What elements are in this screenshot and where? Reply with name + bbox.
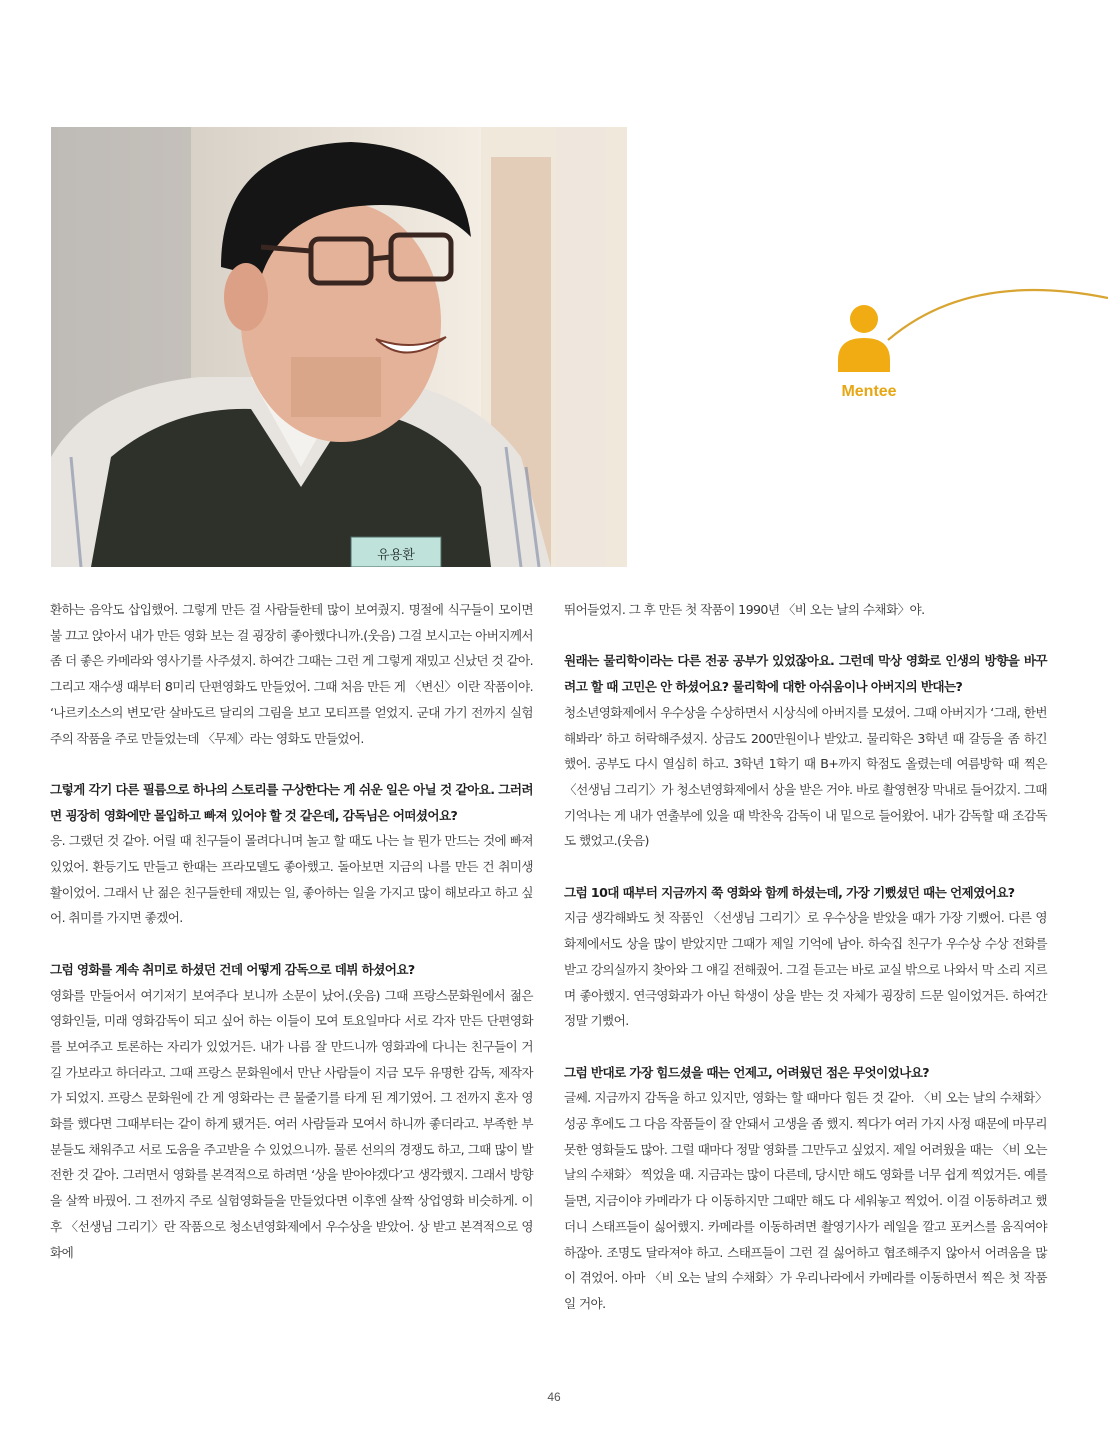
left-column	[50, 597, 533, 1265]
page-number: 46	[547, 1390, 561, 1404]
interview-answer: 지금 생각해봐도 첫 작품인 〈선생님 그리기〉로 우수상을 받았을 때가 가장 기뻤어. 다른 영화제에서도 상을 많이 받았지만 그때가 제일 기억에 남아. 하숙집 친구가 우수상 수상 전화를 받고 강의실까지 찾아와 그 얘길 전해줬어. 그걸 듣고는 바로 교실 밖으로 나와서 막 소리 지르며 좋아했지. 연극영화과가 아닌 학생이 상을 받는 것 자체가 굉장히 드문 일이었거든. 하여간 정말 기뻤어.	[564, 910, 1047, 1029]
interview-question: 그렇게 각기 다른 필름으로 하나의 스토리를 구상한다는 게 쉬운 일은 아닐 것 같아요. 그러려면 굉장히 영화에만 몰입하고 빠져 있어야 할 것 같은데, 감독님은 어떠셨어요?	[50, 781, 533, 823]
interview-question: 그럼 영화를 계속 취미로 하셨던 건데 어떻게 감독으로 데뷔 하셨어요?	[50, 961, 415, 977]
interview-question: 그럼 반대로 가장 힘드셨을 때는 언제고, 어려웠던 점은 무엇이었나요?	[564, 1064, 930, 1080]
mentee-label: Mentee	[841, 383, 897, 400]
mentee-photo-illustration	[51, 127, 627, 567]
interview-answer: 글쎄. 지금까지 감독을 하고 있지만, 영화는 할 때마다 힘든 것 같아. 〈비 오는 날의 수채화〉 성공 후에도 그 다음 작품들이 잘 안돼서 고생을 좀 했지. 찍다가 여러 가지 사정 때문에 마무리 못한 영화들도 많아. 그럴 때마다 정말 영화를 그만두고 싶었지. 제일 어려웠을 때는 〈비 오는 날의 수채화〉 찍었을 때. 지금과는 많이 다른데, 당시만 해도 영화를 너무 쉽게 찍었거든. 예를 들면, 지금이야 카메라가 다 이동하지만 그때만 해도 다 세워놓고 찍었어. 이걸 이동하려고 했더니 스태프들이 싫어했지. 카메라를 이동하려면 촬영기사가 레일을 깔고 포커스를 움직여야 하잖아. 조명도 달라져야 하고. 스태프들이 그런 걸 싫어하고 협조해주지 않아서 어려움을 많이 겪었어. 아마 〈비 오는 날의 수채화〉가 우리나라에서 카메라를 이동하면서 찍은 첫 작품일 거야.	[564, 1090, 1047, 1311]
interview-question: 그럼 10대 때부터 지금까지 쭉 영화와 함께 하셨는데, 가장 기뻤셨던 때는 언제였어요?	[564, 884, 1015, 900]
interview-answer: 청소년영화제에서 우수상을 수상하면서 시상식에 아버지를 모셨어. 그때 아버지가 ‘그래, 한번 해봐라’ 하고 허락해주셨지. 상금도 200만원이나 받았고. 물리학은 3학년 때 갈등을 좀 하긴 했어. 공부도 다시 열심히 하고. 3학년 1학기 때 B+까지 학점도 올렸는데 여름방학 때 찍은 〈선생님 그리기〉가 청소년영화제에서 상을 받은 거야. 바로 촬영현장 막내로 들어갔지. 그때 기억나는 게 내가 연출부에 있을 때 박찬욱 감독이 내 밑으로 들어왔어. 내가 감독할 때 조감독도 했었고.(웃음)	[564, 704, 1047, 849]
mentee-photo	[51, 127, 627, 567]
interview-answer: 영화를 만들어서 여기저기 보여주다 보니까 소문이 났어.(웃음) 그때 프랑스문화원에서 젊은 영화인들, 미래 영화감독이 되고 싶어 하는 이들이 모여 토요일마다 서로 각자 만든 단편영화를 보여주고 토론하는 자리가 있었거든. 내가 나름 잘 만드니까 영화과에 다니는 친구들이 거길 가보라고 하더라고. 그때 프랑스 문화원에서 만난 사람들이 지금 모두 유명한 감독, 제작자가 되었지. 프랑스 문화원에 간 게 영화라는 큰 물줄기를 타게 된 계기였어. 그 전까지 혼자 영화를 했다면 그때부터는 같이 하게 됐거든. 여러 사람들과 모여서 하니까 좋더라고. 부족한 부분들도 채워주고 서로 도움을 주고받을 수 있었으니까. 물론 선의의 경쟁도 하고, 그때 많이 발전한 것 같아. 그러면서 영화를 본격적으로 하려면 ‘상을 받아야겠다’고 생각했지. 그래서 방향을 살짝 바꿨어. 그 전까지 주로 실험영화들을 만들었다면 이후엔 살짝 상업영화 비슷하게. 이후 〈선생님 그리기〉란 작품으로 청소년영화제에서 우수상을 받았어. 상 받고 본격적으로 영화에	[50, 987, 533, 1260]
right-column	[564, 597, 1047, 1317]
interview-question: 원래는 물리학이라는 다른 전공 공부가 있었잖아요. 그런데 막상 영화로 인생의 방향을 바꾸려고 할 때 고민은 안 하셨어요? 물리학에 대한 아쉬움이나 아버지의 반대는?	[564, 653, 1047, 695]
body-paragraph: 환하는 음악도 삽입했어. 그렇게 만든 걸 사람들한테 많이 보여줬지. 명절에 식구들이 모이면 불 끄고 앉아서 내가 만든 영화 보는 걸 굉장히 좋아했다니까.(웃음) 그걸 보시고는 아버지께서 좀 더 좋은 카메라와 영사기를 사주셨지. 하여간 그때는 그런 게 그렇게 재밌고 신났던 것 같아. 그리고 재수생 때부터 8미리 단편영화도 만들었어. 그때 처음 만든 게 〈변신〉이란 작품이야. ‘나르키소스의 변모’란 살바도르 달리의 그림을 보고 모티프를 얻었지. 군대 가기 전까지 실험주의 작품을 주로 만들었는데 〈무제〉라는 영화도 만들었어.	[50, 602, 533, 746]
body-paragraph: 뛰어들었지. 그 후 만든 첫 작품이 1990년 〈비 오는 날의 수채화〉야.	[564, 602, 925, 617]
person-icon	[836, 302, 892, 372]
interview-answer: 응. 그랬던 것 같아. 어릴 때 친구들이 몰려다니며 놀고 할 때도 나는 늘 뭔가 만드는 것에 빠져 있었어. 환등기도 만들고 한때는 프라모델도 좋아했고. 돌아보면 지금의 나를 만든 건 취미생활이었어. 그래서 난 젊은 친구들한테 재밌는 일, 좋아하는 일을 가지고 많이 해보라고 하고 싶어. 취미를 가지면 좋겠어.	[50, 833, 533, 926]
name-tag-text: 유용환	[377, 548, 415, 563]
